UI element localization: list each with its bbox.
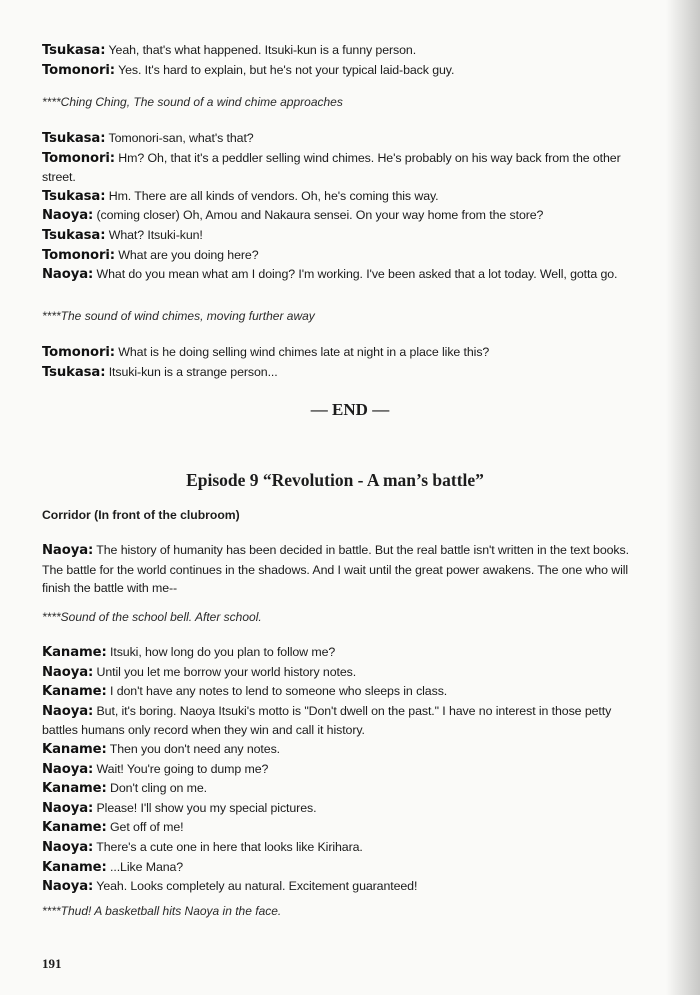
speaker-name: Tomonori: [42,247,115,263]
dialogue-text: What do you mean what am I doing? I'm working. I've been asked that a lot today. Well, gotta go. [96,267,618,282]
dialogue-line [42,877,636,897]
speaker-name: Tsukasa: [42,43,106,58]
speaker-name: Kaname: [42,684,107,700]
dialogue-block [42,643,636,897]
dialogue-line [42,702,636,740]
dialogue-line [42,363,636,383]
dialogue-text: Don't cling on me. [110,781,208,796]
speaker-name: Tomonori: [42,150,115,166]
episode-title: Episode 9 “Revolution - A man’s battle” [186,470,484,490]
speaker-name: Naoya: [42,761,94,777]
dialogue-text: (coming closer) Oh, Amou and Nakaura sensei. On your way home from the store? [96,208,544,223]
dialogue-text: What are you doing here? [118,247,259,262]
dialogue-line [42,838,636,858]
dialogue-line [42,206,636,226]
dialogue-line [42,343,636,363]
page-number: 191 [42,956,62,971]
dialogue-text: Get off of me! [110,820,184,835]
speaker-name: Tsukasa: [42,364,106,380]
dialogue-text: But, it's boring. Naoya Itsuki's motto is "Don't dwell on the past." I have no interest in those petty battles humans only record when they win and call it history. [42,703,612,738]
stage-direction: ****Ching Ching, The sound of a wind chime approaches [42,95,343,109]
speaker-name: Naoya: [42,208,94,224]
dialogue-block [42,41,636,80]
speaker-name: Kaname: [42,859,107,875]
speaker-name: Naoya: [42,664,94,680]
speaker-name: Tsukasa: [42,227,106,243]
speaker-name: Naoya: [42,839,94,855]
dialogue-text: Tomonori-san, what's that? [108,131,254,145]
speaker-name: Naoya: [42,267,94,283]
speaker-name: Tomonori: [42,345,115,360]
dialogue-line [42,41,636,61]
speaker-name: Kaname: [42,645,107,660]
speaker-name: Naoya: [42,703,94,719]
speaker-name: Kaname: [42,820,107,836]
dialogue-line [42,265,636,285]
dialogue-line [42,541,636,598]
dialogue-line [42,663,636,683]
stage-direction: ****Thud! A basketball hits Naoya in the face. [42,904,282,918]
end-marker: — END — [310,400,390,419]
speaker-name: Tsukasa: [42,188,106,204]
dialogue-line [42,818,636,838]
dialogue-text: There's a cute one in here that looks like Kirihara. [96,839,363,854]
speaker-name: Naoya: [42,543,94,558]
dialogue-text: Hm? Oh, that it's a peddler selling wind chimes. He's probably on his way back from the other street. [42,150,621,185]
dialogue-line [42,149,636,187]
dialogue-text: Until you let me borrow your world history notes. [96,664,357,679]
speaker-name: Kaname: [42,781,107,797]
dialogue-text: I don't have any notes to lend to someone who sleeps in class. [110,684,448,699]
dialogue-block [42,541,636,598]
speaker-name: Naoya: [42,879,94,895]
dialogue-block [42,129,636,285]
dialogue-text: Wait! You're going to dump me? [96,761,269,776]
speaker-name: Kaname: [42,741,107,757]
dialogue-text: Yes. It's hard to explain, but he's not your typical laid-back guy. [118,62,455,77]
dialogue-line [42,246,636,266]
dialogue-line [42,226,636,246]
dialogue-line [42,858,636,878]
dialogue-line [42,187,636,207]
dialogue-line [42,643,636,663]
dialogue-text: The history of humanity has been decided in battle. But the real battle isn't written in the text books. The battle for the world continues in the shadows. And I wait until the great power awakens. The one who will finish the battle with me-- [42,543,629,596]
dialogue-line [42,129,636,149]
dialogue-block [42,343,636,382]
speaker-name: Tsukasa: [42,131,106,146]
dialogue-text: Yeah. Looks completely au natural. Excitement guaranteed! [96,879,418,894]
dialogue-text: ...Like Mana? [110,859,184,874]
scene-heading: Corridor (In front of the clubroom) [42,508,240,522]
stage-direction: ****The sound of wind chimes, moving further away [42,309,315,323]
dialogue-line [42,799,636,819]
dialogue-text: Then you don't need any notes. [109,741,281,756]
dialogue-text: What is he doing selling wind chimes late at night in a place like this? [118,345,490,359]
page-edge-shadow [666,0,700,995]
speaker-name: Tomonori: [42,62,115,78]
dialogue-text: Itsuki, how long do you plan to follow me? [110,645,336,659]
dialogue-text: Yeah, that's what happened. Itsuki-kun is a funny person. [108,43,417,57]
speaker-name: Naoya: [42,800,94,816]
dialogue-line [42,740,636,760]
dialogue-line [42,760,636,780]
dialogue-text: Please! I'll show you my special pictures. [96,800,317,815]
dialogue-text: What? Itsuki-kun! [108,227,203,242]
dialogue-line [42,61,636,81]
dialogue-line [42,779,636,799]
dialogue-line [42,682,636,702]
dialogue-text: Itsuki-kun is a strange person... [108,364,278,379]
stage-direction: ****Sound of the school bell. After school. [42,610,262,624]
dialogue-text: Hm. There are all kinds of vendors. Oh, he's coming this way. [108,188,439,203]
